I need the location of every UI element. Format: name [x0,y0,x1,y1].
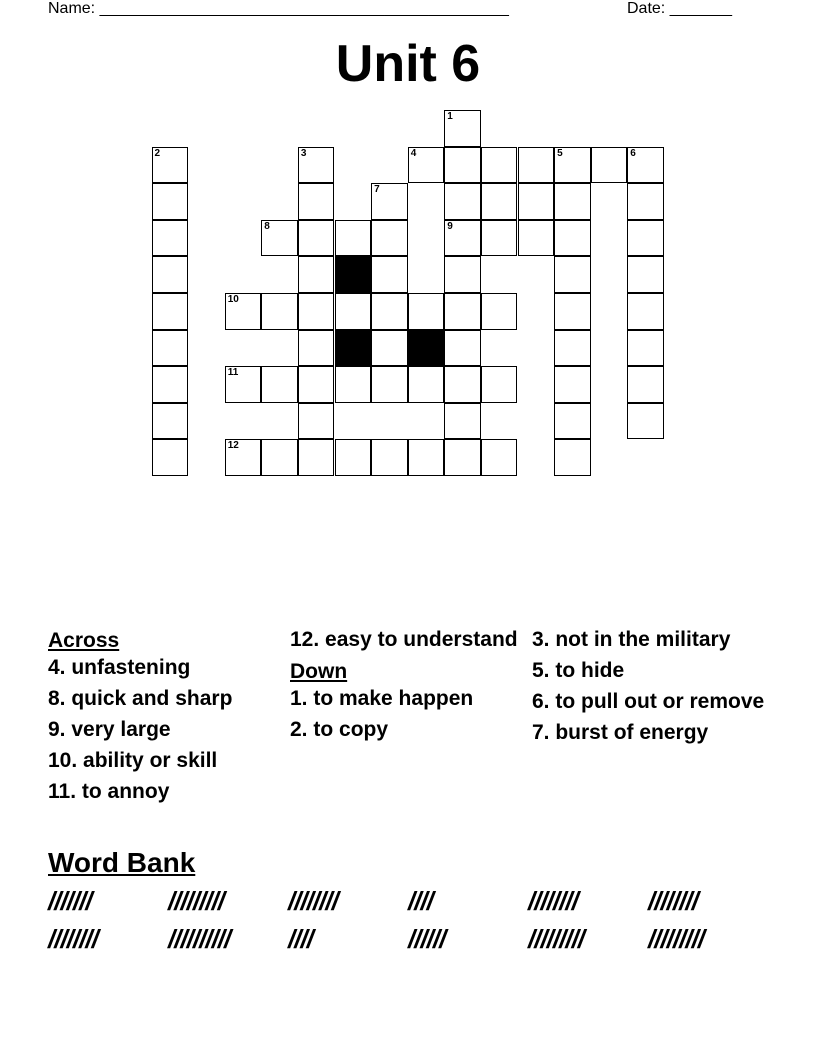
word-bank-item: //////// [648,886,698,916]
grid-cell[interactable] [152,293,189,330]
grid-cell[interactable] [335,220,372,257]
grid-cell[interactable] [335,366,372,403]
clue-number: 11 [227,367,239,379]
grid-cell[interactable] [481,439,518,476]
grid-cell[interactable] [152,330,189,367]
clue-down-1: 1. to make happen [290,687,474,710]
grid-cell[interactable] [371,439,408,476]
word-bank-item: ////// [408,924,446,954]
grid-cell[interactable] [335,293,372,330]
grid-cell[interactable] [627,293,664,330]
grid-cell[interactable] [152,439,189,476]
grid-cell[interactable] [152,147,189,184]
grid-cell[interactable] [554,439,591,476]
grid-cell[interactable] [481,220,518,257]
grid-cell[interactable] [408,147,445,184]
clue-number: 3 [300,147,307,159]
grid-cell[interactable] [627,330,664,367]
grid-cell[interactable] [554,403,591,440]
grid-cell[interactable] [408,366,445,403]
clue-column-2 [290,628,530,749]
grid-cell[interactable] [481,366,518,403]
grid-cell[interactable] [152,220,189,257]
grid-cell[interactable] [627,256,664,293]
grid-cell[interactable] [444,220,481,257]
down-heading: Down [290,660,348,683]
grid-cell[interactable] [444,403,481,440]
word-bank-item: //// [288,924,313,954]
grid-cell[interactable] [444,147,481,184]
word-bank-item: //////// [48,924,98,954]
grid-cell[interactable] [444,256,481,293]
grid-cell[interactable] [481,183,518,220]
clue-number: 1 [447,111,453,122]
word-bank-item: //// [408,886,433,916]
grid-cell[interactable] [371,183,408,220]
clue-column-3 [532,628,772,752]
grid-cell[interactable] [152,366,189,403]
across-heading: Across [48,629,120,652]
grid-cell[interactable] [152,183,189,220]
clue-across-4: 4. unfastening [48,656,191,679]
grid-cell[interactable] [627,403,664,440]
clue-across-8: 8. quick and sharp [48,687,233,710]
grid-cell[interactable] [444,293,481,330]
grid-cell[interactable] [371,330,408,367]
clue-number: 5 [557,147,563,159]
grid-cell[interactable] [444,183,481,220]
grid-cell[interactable] [554,147,591,184]
word-bank-item: /////// [48,886,92,916]
word-bank-item: //////// [528,886,578,916]
grid-cell[interactable] [408,293,445,330]
clue-down-5: 5. to hide [532,659,625,682]
grid-cell[interactable] [518,183,555,220]
grid-cell[interactable] [261,439,298,476]
word-bank-item: ////////// [168,924,231,954]
black-square [335,330,372,367]
clue-across-11: 11. to annoy [48,780,170,803]
grid-cell[interactable] [298,439,335,476]
black-square [335,256,372,293]
grid-cell[interactable] [371,366,408,403]
word-bank-title: Word Bank [48,847,196,878]
grid-cell[interactable] [298,220,335,257]
clue-number: 7 [374,184,380,196]
grid-cell[interactable] [261,366,298,403]
black-square [408,330,445,367]
grid-cell[interactable] [225,439,262,476]
grid-cell[interactable] [152,256,189,293]
grid-cell[interactable] [554,220,591,257]
clue-across-9: 9. very large [48,718,171,741]
grid-cell[interactable] [371,220,408,257]
grid-cell[interactable] [554,183,591,220]
word-bank-item: ///////// [528,924,585,954]
grid-cell[interactable] [627,220,664,257]
crossword-grid [0,0,816,500]
grid-cell[interactable] [335,439,372,476]
grid-cell[interactable] [371,256,408,293]
clue-down-2: 2. to copy [290,718,389,741]
page-title: Unit 6 [335,35,481,93]
word-bank-item: //////// [288,886,338,916]
grid-cell[interactable] [444,366,481,403]
grid-cell[interactable] [627,183,664,220]
grid-cell[interactable] [152,403,189,440]
clue-number: 12 [227,440,239,452]
grid-cell[interactable] [627,366,664,403]
clue-number: 8 [264,220,270,232]
clue-number: 10 [227,294,239,305]
grid-cell[interactable] [444,330,481,367]
clue-down-6: 6. to pull out or remove [532,690,765,713]
grid-cell[interactable] [298,147,335,184]
grid-cell[interactable] [518,220,555,257]
grid-cell[interactable] [627,147,664,184]
clue-across-12: 12. easy to understand [290,628,518,651]
grid-cell[interactable] [298,330,335,367]
grid-cell[interactable] [298,293,335,330]
grid-cell[interactable] [554,366,591,403]
date-field: Date: _______ [627,0,732,17]
grid-cell[interactable] [298,256,335,293]
grid-cell[interactable] [444,439,481,476]
grid-cell[interactable] [444,110,481,147]
grid-cell[interactable] [225,366,262,403]
grid-cell[interactable] [298,183,335,220]
grid-cell[interactable] [554,330,591,367]
clue-down-7: 7. burst of energy [532,721,709,744]
grid-cell[interactable] [408,439,445,476]
clue-column-1 [48,628,288,811]
grid-cell[interactable] [518,147,555,184]
grid-cell[interactable] [371,293,408,330]
clue-number: 6 [630,147,636,159]
grid-cell[interactable] [298,366,335,403]
grid-cell[interactable] [554,256,591,293]
grid-cell[interactable] [481,293,518,330]
grid-cell[interactable] [554,293,591,330]
clue-number: 4 [410,147,417,159]
word-bank-item: ///////// [168,886,225,916]
word-bank-item: ///////// [648,924,705,954]
clue-across-10: 10. ability or skill [48,749,218,772]
grid-cell[interactable] [261,220,298,257]
grid-cell[interactable] [481,147,518,184]
clue-number: 2 [154,147,161,159]
name-field: Name: ______________________________________________ [48,0,509,17]
grid-cell[interactable] [298,403,335,440]
grid-cell[interactable] [225,293,262,330]
clue-down-3: 3. not in the military [532,628,731,651]
grid-cell[interactable] [261,293,298,330]
clue-number: 9 [447,220,453,232]
grid-cell[interactable] [591,147,628,184]
